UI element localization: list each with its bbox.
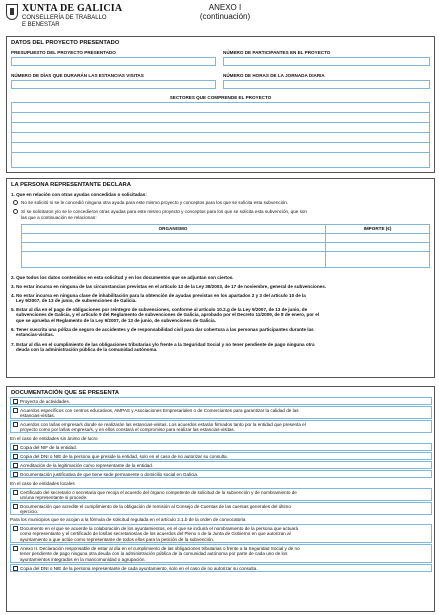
col-organismo: ORGANISMO xyxy=(158,226,188,231)
sectors-row[interactable] xyxy=(12,143,429,153)
checkbox-icon[interactable] xyxy=(13,463,18,468)
days-input[interactable] xyxy=(11,80,216,89)
sectors-row[interactable] xyxy=(12,113,429,123)
sectors-row[interactable] xyxy=(12,103,429,113)
participants-label: NÚMERO DE PARTICIPANTES EN EL PROYECTO xyxy=(223,50,331,55)
brand-name: XUNTA DE GALICIA xyxy=(22,3,123,14)
item-1: 1. Que en relación con otras ayudas concedidas o solicitadas: xyxy=(11,192,147,197)
aids-row[interactable] xyxy=(22,252,429,261)
item-5: 5. Estar al día en el pago de obligaciones por reintegro de subvenciones, conforme al artículo 10.2.g de la Ley 9/2007, de 13 de junio, de subvenciones de Galicia, y el artículo 9 del Reglamento de subvenciones de Galicia, aprobado por el Decreto 11/2009, de 8 de enero, por el que se aprueba el Reglamento de la Ley 9/2007, de 13 de junio, de subvenciones de Galicia. xyxy=(11,307,320,323)
sectors-label: SECTORES QUE COMPRENDE EL PROYECTO xyxy=(169,95,272,100)
hours-input[interactable] xyxy=(223,80,430,89)
sectors-row[interactable] xyxy=(12,133,429,143)
option-no-aid[interactable]: No se solicitó ni se le concedió ninguna otra ayuda para este mismo proyecto y conceptos para los que se solicita esta subvención. xyxy=(13,200,288,205)
checkbox-icon[interactable] xyxy=(13,546,18,551)
checkbox-icon[interactable] xyxy=(13,399,18,404)
doc-item[interactable]: Copia del DNI o NIE de la persona representante de cada ayuntamiento, solo en el caso de no autorizar su consulta. xyxy=(10,564,432,572)
subsection-nonprofit: En el caso de entidades sin ánimo de lucro xyxy=(10,436,98,441)
sectors-grid[interactable] xyxy=(11,102,430,168)
hours-label: NÚMERO DE HORAS DE LA JORNADA DIARIA xyxy=(223,73,325,78)
xunta-logo-icon xyxy=(6,4,18,20)
doc-item[interactable]: Acreditación de la legitimación como representante de la entidad. xyxy=(10,461,432,469)
aids-row[interactable] xyxy=(22,234,429,243)
budget-input[interactable] xyxy=(11,57,216,66)
doc-item[interactable]: Proyecto de actividades. xyxy=(10,397,432,405)
item-2: 2. Que todos los datos contenidos en esta solicitud y en los documentos que se adjuntan son ciertos. xyxy=(11,275,234,280)
checkbox-icon[interactable] xyxy=(13,566,18,571)
days-label: NÚMERO DE DÍAS QUE DURARÁN LAS ESTANCIAS VISITAS xyxy=(11,73,144,78)
checkbox-icon[interactable] xyxy=(13,445,18,450)
section-title: DOCUMENTACIÓN QUE SE PRESENTA xyxy=(11,390,120,396)
checkbox-icon[interactable] xyxy=(13,490,18,495)
doc-item[interactable]: Copia del NIF de la entidad. xyxy=(10,443,432,451)
subsection-local: En el caso de entidades locales xyxy=(10,481,75,486)
checkbox-icon[interactable] xyxy=(13,454,18,459)
doc-item[interactable]: Acuerdos específicos con centros educativos, AMPAS y Asociaciones Empresariales o de Comerciantes para garantizar la calidad de las estancias-visitas. xyxy=(10,406,432,419)
item-4: 4. No estar incursa en ninguna clase de inhabilitación para la obtención de ayudas previstas en los apartados 2 y 3 del artículo 10 de la Ley 9/2007, de 13 de junio, de subvenciones de Galicia. xyxy=(11,293,306,304)
item-7: 7. Estar al día en el cumplimiento de las obligaciones tributarias y/o frente a la Seguridad Social y no tener pendiente de pago ninguna otra deuda con la administración pública de la comunidad autónoma. xyxy=(11,342,315,353)
declaration-section xyxy=(6,178,435,378)
aids-row[interactable] xyxy=(22,243,429,252)
doc-item[interactable]: Certificado del secretario o secretaria que recoja el acuerdo del órgano competente de solicitud de la subvención y de nombramiento de un/una representante si procede. xyxy=(10,488,432,501)
section-title: DATOS DEL PROYECTO PRESENTADO xyxy=(11,40,120,46)
checkbox-icon[interactable] xyxy=(13,504,18,509)
sectors-row[interactable] xyxy=(12,123,429,133)
department-name: CONSELLERÍA DE TRABALLO E BENESTAR xyxy=(22,15,107,28)
checkbox-icon[interactable] xyxy=(13,422,18,427)
doc-item[interactable]: Documentación que acredite el cumplimiento de la obligación de remisión al Consejo de Cuentas de las cuentas generales del último ejercicio. xyxy=(10,502,432,515)
budget-label: PRESUPUESTO DEL PROYECTO PRESENTADO xyxy=(11,50,116,55)
doc-item[interactable]: Documentación justificativa de que tiene sede permanente o domicilio social en Galicia. xyxy=(10,470,432,478)
doc-item[interactable]: Anexo II. Declaración responsable de estar al día en el cumplimiento de las obligaciones tributarias o frente a la Seguridad Social y de no tener pendiente de pago ninguna otra deuda con la administración pública de la comunidad autónoma por parte de cada uno de los ayuntamientos integrados en la mancomunidad o agrupación. xyxy=(10,544,432,563)
item-6: 6. Tener suscrita una póliza de seguro de accidentes y de responsabilidad civil para dar cobertura a las personas participantes durante las estancias-visitas. xyxy=(11,327,314,338)
doc-item[interactable]: Copia del DNI o NIE de la persona que preside la entidad, solo en el caso de no autorizar su consulta. xyxy=(10,452,432,460)
page-header xyxy=(0,0,439,34)
col-importe: IMPORTE (€) xyxy=(363,226,392,231)
subsection-municipalities: Para los municipios que se acojan a la fórmula de solicitud regulada en el artículo 2.1.b de la orden de convocatoria xyxy=(10,517,246,522)
participants-input[interactable] xyxy=(223,57,430,66)
option-yes-aid[interactable]: Sí se solicitaron y/o se le concedieron otras ayudas para este mismo proyecto y conceptos para los que se solicita esta subvención, que son xyxy=(13,209,307,214)
anexo-title: ANEXO I (continuación) xyxy=(199,3,251,21)
section-title: LA PERSONA REPRESENTANTE DECLARA xyxy=(11,182,131,188)
sectors-row[interactable] xyxy=(12,153,429,163)
checkbox-icon[interactable] xyxy=(13,526,18,531)
item-3: 3. No estar incursa en ninguna de las circunstancias previstas en el artículo 13 de la Ley 38/2003, de 17 de noviembre, general de subvenciones. xyxy=(11,284,327,289)
doc-item[interactable]: Documento en el que se acuerde la colaboración de los ayuntamientos, en el que se incluirá el nombramiento de la persona que actuará como representante y el certificado de los/las secretarios/as de los acuerdos del Pleno o de la Junta de Gobierno en que autorizan al ayuntamiento a que actúe como representante de todos ellos para la petición de la subvención. xyxy=(10,524,432,543)
radio-icon[interactable] xyxy=(13,200,18,205)
radio-icon[interactable] xyxy=(13,209,18,214)
doc-item[interactable]: Acuerdos con la/las empresa/s donde se realizarán las estancias-visitas. Los acuerdos estarán firmados tanto por la entidad que presenta el proyecto como por la/las empresa/s, y en ellos constará el compromiso para realizar las estancias-visitas. xyxy=(10,420,432,433)
checkbox-icon[interactable] xyxy=(13,408,18,413)
checkbox-icon[interactable] xyxy=(13,472,18,477)
project-data-section xyxy=(6,36,435,173)
option-yes-aid-cont: las que a continuación se relacionan: xyxy=(21,215,97,220)
